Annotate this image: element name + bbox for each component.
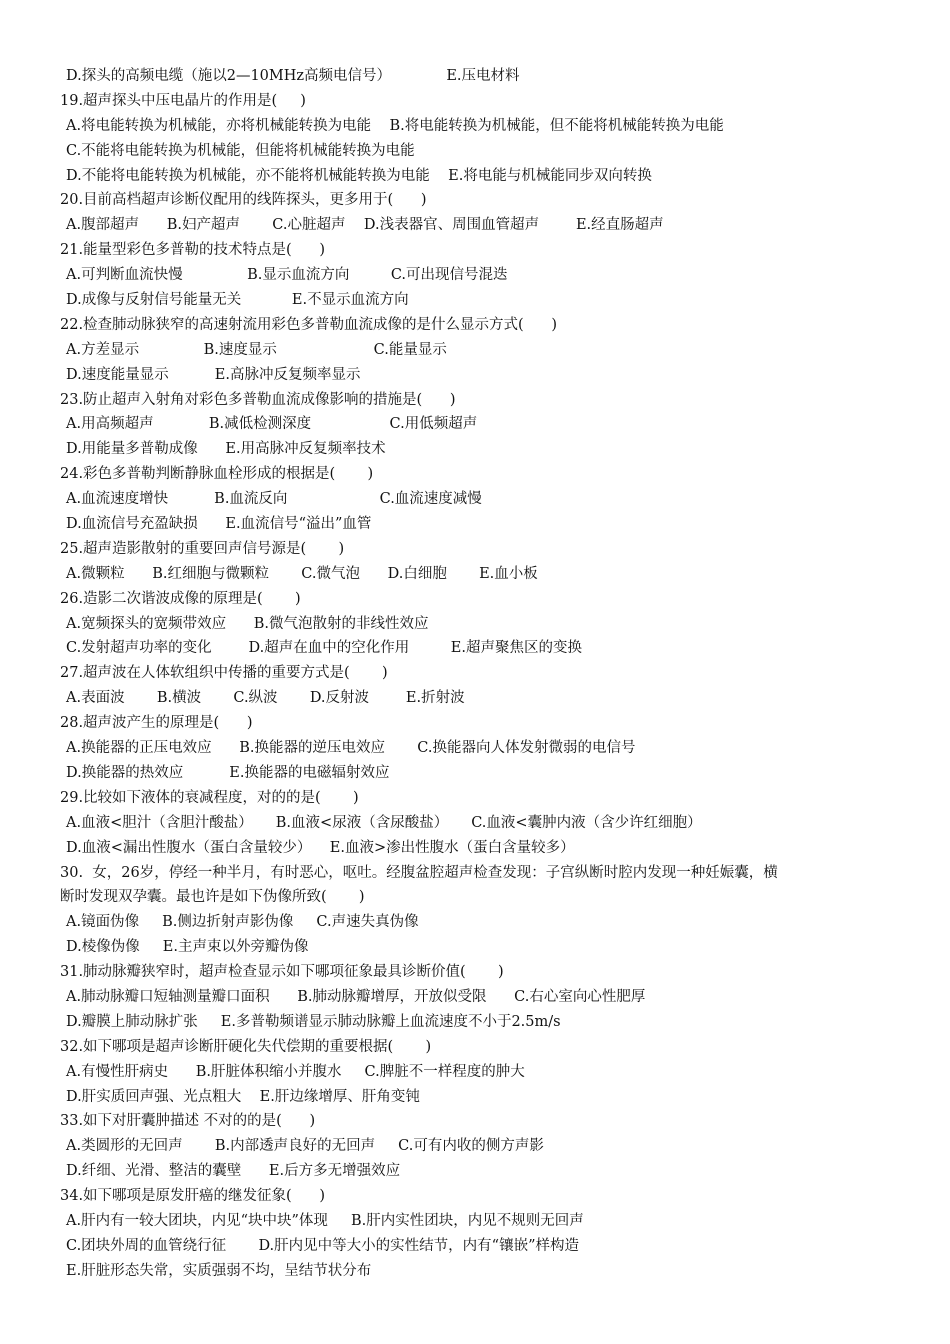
question-line: 22.检查肺动脉狭窄的高速射流用彩色多普勒血流成像的是什么显示方式( ) — [60, 316, 558, 333]
answer-options-line: D.血液<漏出性腹水（蛋白含量较少） E.血液>渗出性腹水（蛋白含量较多） — [66, 839, 575, 856]
answer-options-line: A.方差显示 B.速度显示 C.能量显示 — [66, 341, 447, 358]
answer-options-line: D.棱像伪像 E.主声束以外旁瓣伪像 — [66, 939, 309, 956]
question-line: 33.如下对肝囊肿描述 不对的的是( ) — [60, 1113, 316, 1130]
question-line: 31.肺动脉瓣狭窄时，超声检查显示如下哪项征象最具诊断价值( ) — [60, 964, 504, 981]
answer-options-line: A.有慢性肝病史 B.肝脏体积缩小并腹水 C.脾脏不一样程度的肿大 — [66, 1063, 525, 1080]
answer-options-line: A.将电能转换为机械能，亦将机械能转换为电能 B.将电能转换为机械能，但不能将机械能转换为电能 — [66, 117, 724, 134]
exam-document — [60, 64, 910, 1284]
answer-options-line: D.探头的高频电缆（施以2—10MHz高频电信号） E.压电材料 — [66, 68, 520, 84]
question-line: 21.能量型彩色多普勒的技术特点是( ) — [60, 242, 326, 259]
question-line: 30. 女，26岁，停经一种半月，有时恶心，呕吐。经腹盆腔超声检查发现：子宫纵断时腔内发现一种妊娠囊，横 — [60, 864, 778, 881]
answer-options-line: D.成像与反射信号能量无关 E.不显示血流方向 — [66, 292, 409, 309]
answer-options-line: D.用能量多普勒成像 E.用高脉冲反复频率技术 — [66, 441, 386, 458]
answer-options-line: A.血流速度增快 B.血流反向 C.血流速度减慢 — [66, 491, 482, 508]
answer-options-line: A.可判断血流快慢 B.显示血流方向 C.可出现信号混迭 — [66, 267, 508, 284]
question-line: 24.彩色多普勒判断静脉血栓形成的根据是( ) — [60, 466, 374, 483]
question-line: 27.超声波在人体软组织中传播的重要方式是( ) — [60, 665, 388, 682]
answer-options-line: D.换能器的热效应 E.换能器的电磁辐射效应 — [66, 764, 390, 781]
answer-options-line: A.表面波 B.横波 C.纵波 D.反射波 E.折射波 — [66, 690, 465, 707]
question-line: 断时发现双孕囊。最也许是如下伪像所致( ) — [60, 889, 365, 906]
question-line: 32.如下哪项是超声诊断肝硬化失代偿期的重要根据( ) — [60, 1038, 432, 1055]
question-line: 34.如下哪项是原发肝癌的继发征象( ) — [60, 1188, 326, 1205]
answer-options-line: A.肝内有一较大团块，内见“块中块”体现 B.肝内实性团块，内见不规则无回声 — [66, 1212, 584, 1229]
answer-options-line: C.不能将电能转换为机械能，但能将机械能转换为电能 — [66, 142, 415, 159]
answer-options-line: C.发射超声功率的变化 D.超声在血中的空化作用 E.超声聚焦区的变换 — [66, 640, 582, 657]
question-line: 25.超声造影散射的重要回声信号源是( ) — [60, 540, 345, 557]
answer-options-line: A.微颗粒 B.红细胞与微颗粒 C.微气泡 D.白细胞 E.血小板 — [66, 565, 538, 582]
question-line: 29.比较如下液体的衰减程度，对的的是( ) — [60, 789, 359, 806]
answer-options-line: A.用高频超声 B.减低检测深度 C.用低频超声 — [66, 416, 478, 433]
answer-options-line: A.类圆形的无回声 B.内部透声良好的无回声 C.可有内收的侧方声影 — [66, 1138, 544, 1155]
answer-options-line: D.速度能量显示 E.高脉冲反复频率显示 — [66, 366, 361, 383]
question-line: 23.防止超声入射角对彩色多普勒血流成像影响的措施是( ) — [60, 391, 456, 408]
answer-options-line: A.宽频探头的宽频带效应 B.微气泡散射的非线性效应 — [66, 615, 429, 632]
answer-options-line: D.肝实质回声强、光点粗大 E.肝边缘增厚、肝角变钝 — [66, 1088, 420, 1105]
answer-options-line: D.瓣膜上肺动脉扩张 E.多普勒频谱显示肺动脉瓣上血流速度不小于2.5m/s — [66, 1013, 561, 1030]
answer-options-line: E.肝脏形态失常，实质强弱不均，呈结节状分布 — [66, 1262, 372, 1279]
answer-options-line: A.换能器的正压电效应 B.换能器的逆压电效应 C.换能器向人体发射微弱的电信号 — [66, 740, 636, 757]
question-line: 20.目前高档超声诊断仪配用的线阵探头，更多用于( ) — [60, 192, 427, 209]
answer-options-line: A.血液<胆汁（含胆汁酸盐） B.血液<尿液（含尿酸盐） C.血液<囊肿内液（含少许红细胞） — [66, 814, 702, 831]
answer-options-line: D.不能将电能转换为机械能，亦不能将机械能转换为电能 E.将电能与机械能同步双向转换 — [66, 167, 652, 184]
answer-options-line: D.纤细、光滑、整洁的囊壁 E.后方多无增强效应 — [66, 1163, 401, 1180]
answer-options-line: A.镜面伪像 B.侧边折射声影伪像 C.声速失真伪像 — [66, 914, 419, 931]
answer-options-line: C.团块外周的血管绕行征 D.肝内见中等大小的实性结节，内有“镶嵌”样构造 — [66, 1237, 579, 1254]
answer-options-line: A.腹部超声 B.妇产超声 C.心脏超声 D.浅表器官、周围血管超声 E.经直肠超声 — [66, 217, 664, 234]
answer-options-line: D.血流信号充盈缺损 E.血流信号“溢出”血管 — [66, 516, 372, 533]
question-line: 28.超声波产生的原理是( ) — [60, 715, 253, 732]
question-line: 26.造影二次谐波成像的原理是( ) — [60, 590, 301, 607]
answer-options-line: A.肺动脉瓣口短轴测量瓣口面积 B.肺动脉瓣增厚，开放似受限 C.右心室向心性肥厚 — [66, 988, 646, 1005]
question-line: 19.超声探头中压电晶片的作用是( ) — [60, 92, 306, 109]
